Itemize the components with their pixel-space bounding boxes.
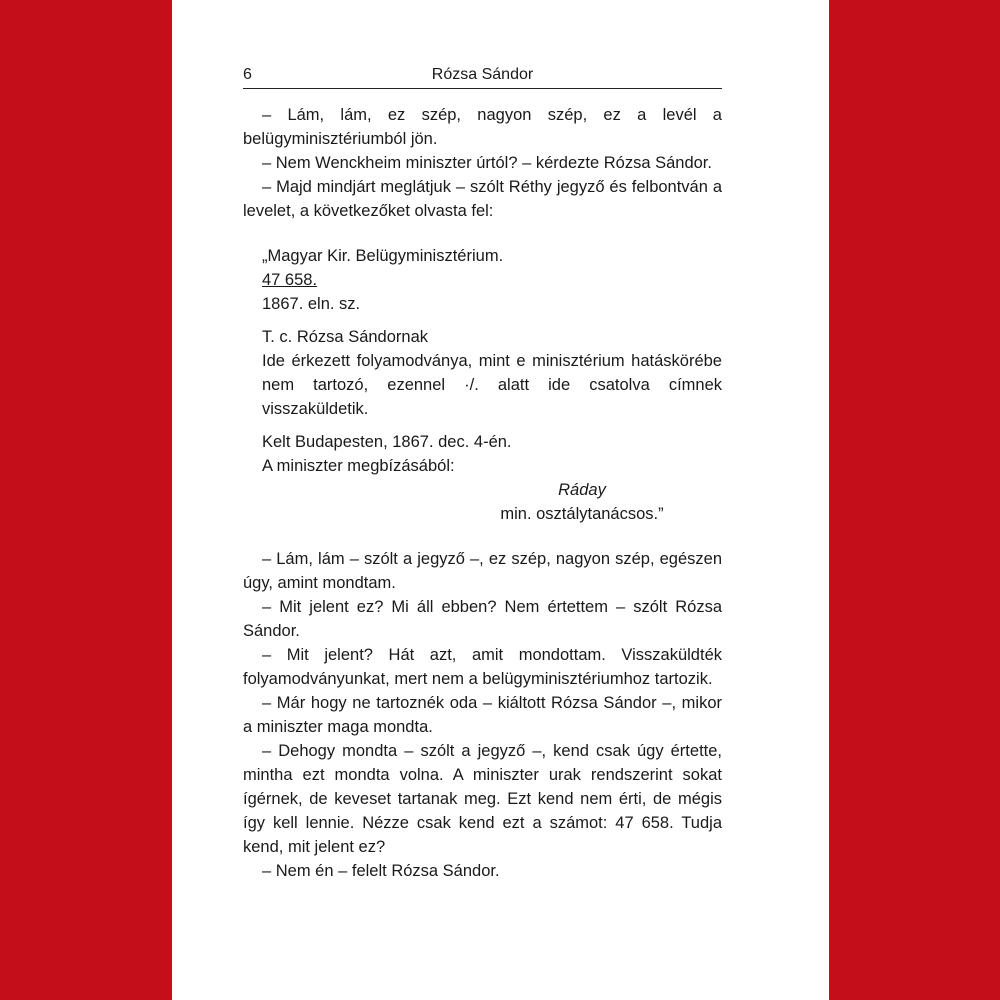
paragraph: – Lám, lám – szólt a jegyző –, ez szép, nagyon szép, egészen úgy, amint mondtam. xyxy=(243,550,722,592)
letter-signer-title: min. osztálytanácsos.” xyxy=(500,505,664,523)
paragraph: – Lám, lám, ez szép, nagyon szép, ez a levél a belügyminisztériumból jön. xyxy=(243,106,722,148)
letter-office: „Magyar Kir. Belügyminisztérium. xyxy=(262,247,504,265)
running-title: Rózsa Sándor xyxy=(431,66,534,83)
paragraph: – Már hogy ne tartoznék oda – kiáltott Rózsa Sándor –, mikor a miniszter maga mondta. xyxy=(243,694,722,736)
paragraph: – Nem én – felelt Rózsa Sándor. xyxy=(262,862,500,880)
paragraph: – Nem Wenckheim miniszter úrtól? – kérdezte Rózsa Sándor. xyxy=(262,154,712,172)
running-header xyxy=(243,64,722,89)
paragraph: – Mit jelent? Hát azt, amit mondottam. Visszaküldték folyamodványunkat, mert nem a belügyminisztériumhoz tartozik. xyxy=(243,646,722,688)
letter-number: 47 658. xyxy=(262,271,318,289)
page-body xyxy=(243,103,722,883)
letter-dated: Kelt Budapesten, 1867. dec. 4-én. xyxy=(262,433,512,451)
page-number: 6 xyxy=(243,66,252,83)
letter-authority: A miniszter megbízásából: xyxy=(262,457,455,475)
paragraph: – Dehogy mondta – szólt a jegyző –, kend csak úgy értette, mintha ezt mondta volna. A miniszter urak rendszerint sokat ígérnek, de keveset tartanak meg. Ezt kend nem érti, de mégis így kell lennie. Nézze csak kend ezt a számot: 47 658. Tudja kend, mit jelent ez? xyxy=(243,742,722,856)
letter-signer: Ráday xyxy=(558,481,606,499)
letter-body: Ide érkezett folyamodványa, mint e minisztérium hatáskörébe nem tartozó, ezennel ·/. alatt ide csatolva címnek visszaküldetik. xyxy=(262,352,722,418)
letter-reference: 1867. eln. sz. xyxy=(262,295,361,313)
book-page xyxy=(172,0,829,1000)
paragraph: – Majd mindjárt meglátjuk – szólt Réthy jegyző és felbontván a levelet, a következőket olvasta fel: xyxy=(243,178,722,220)
paragraph: – Mit jelent ez? Mi áll ebben? Nem értettem – szólt Rózsa Sándor. xyxy=(243,598,722,640)
quoted-letter xyxy=(262,244,722,526)
letter-addressee: T. c. Rózsa Sándornak xyxy=(262,328,428,346)
